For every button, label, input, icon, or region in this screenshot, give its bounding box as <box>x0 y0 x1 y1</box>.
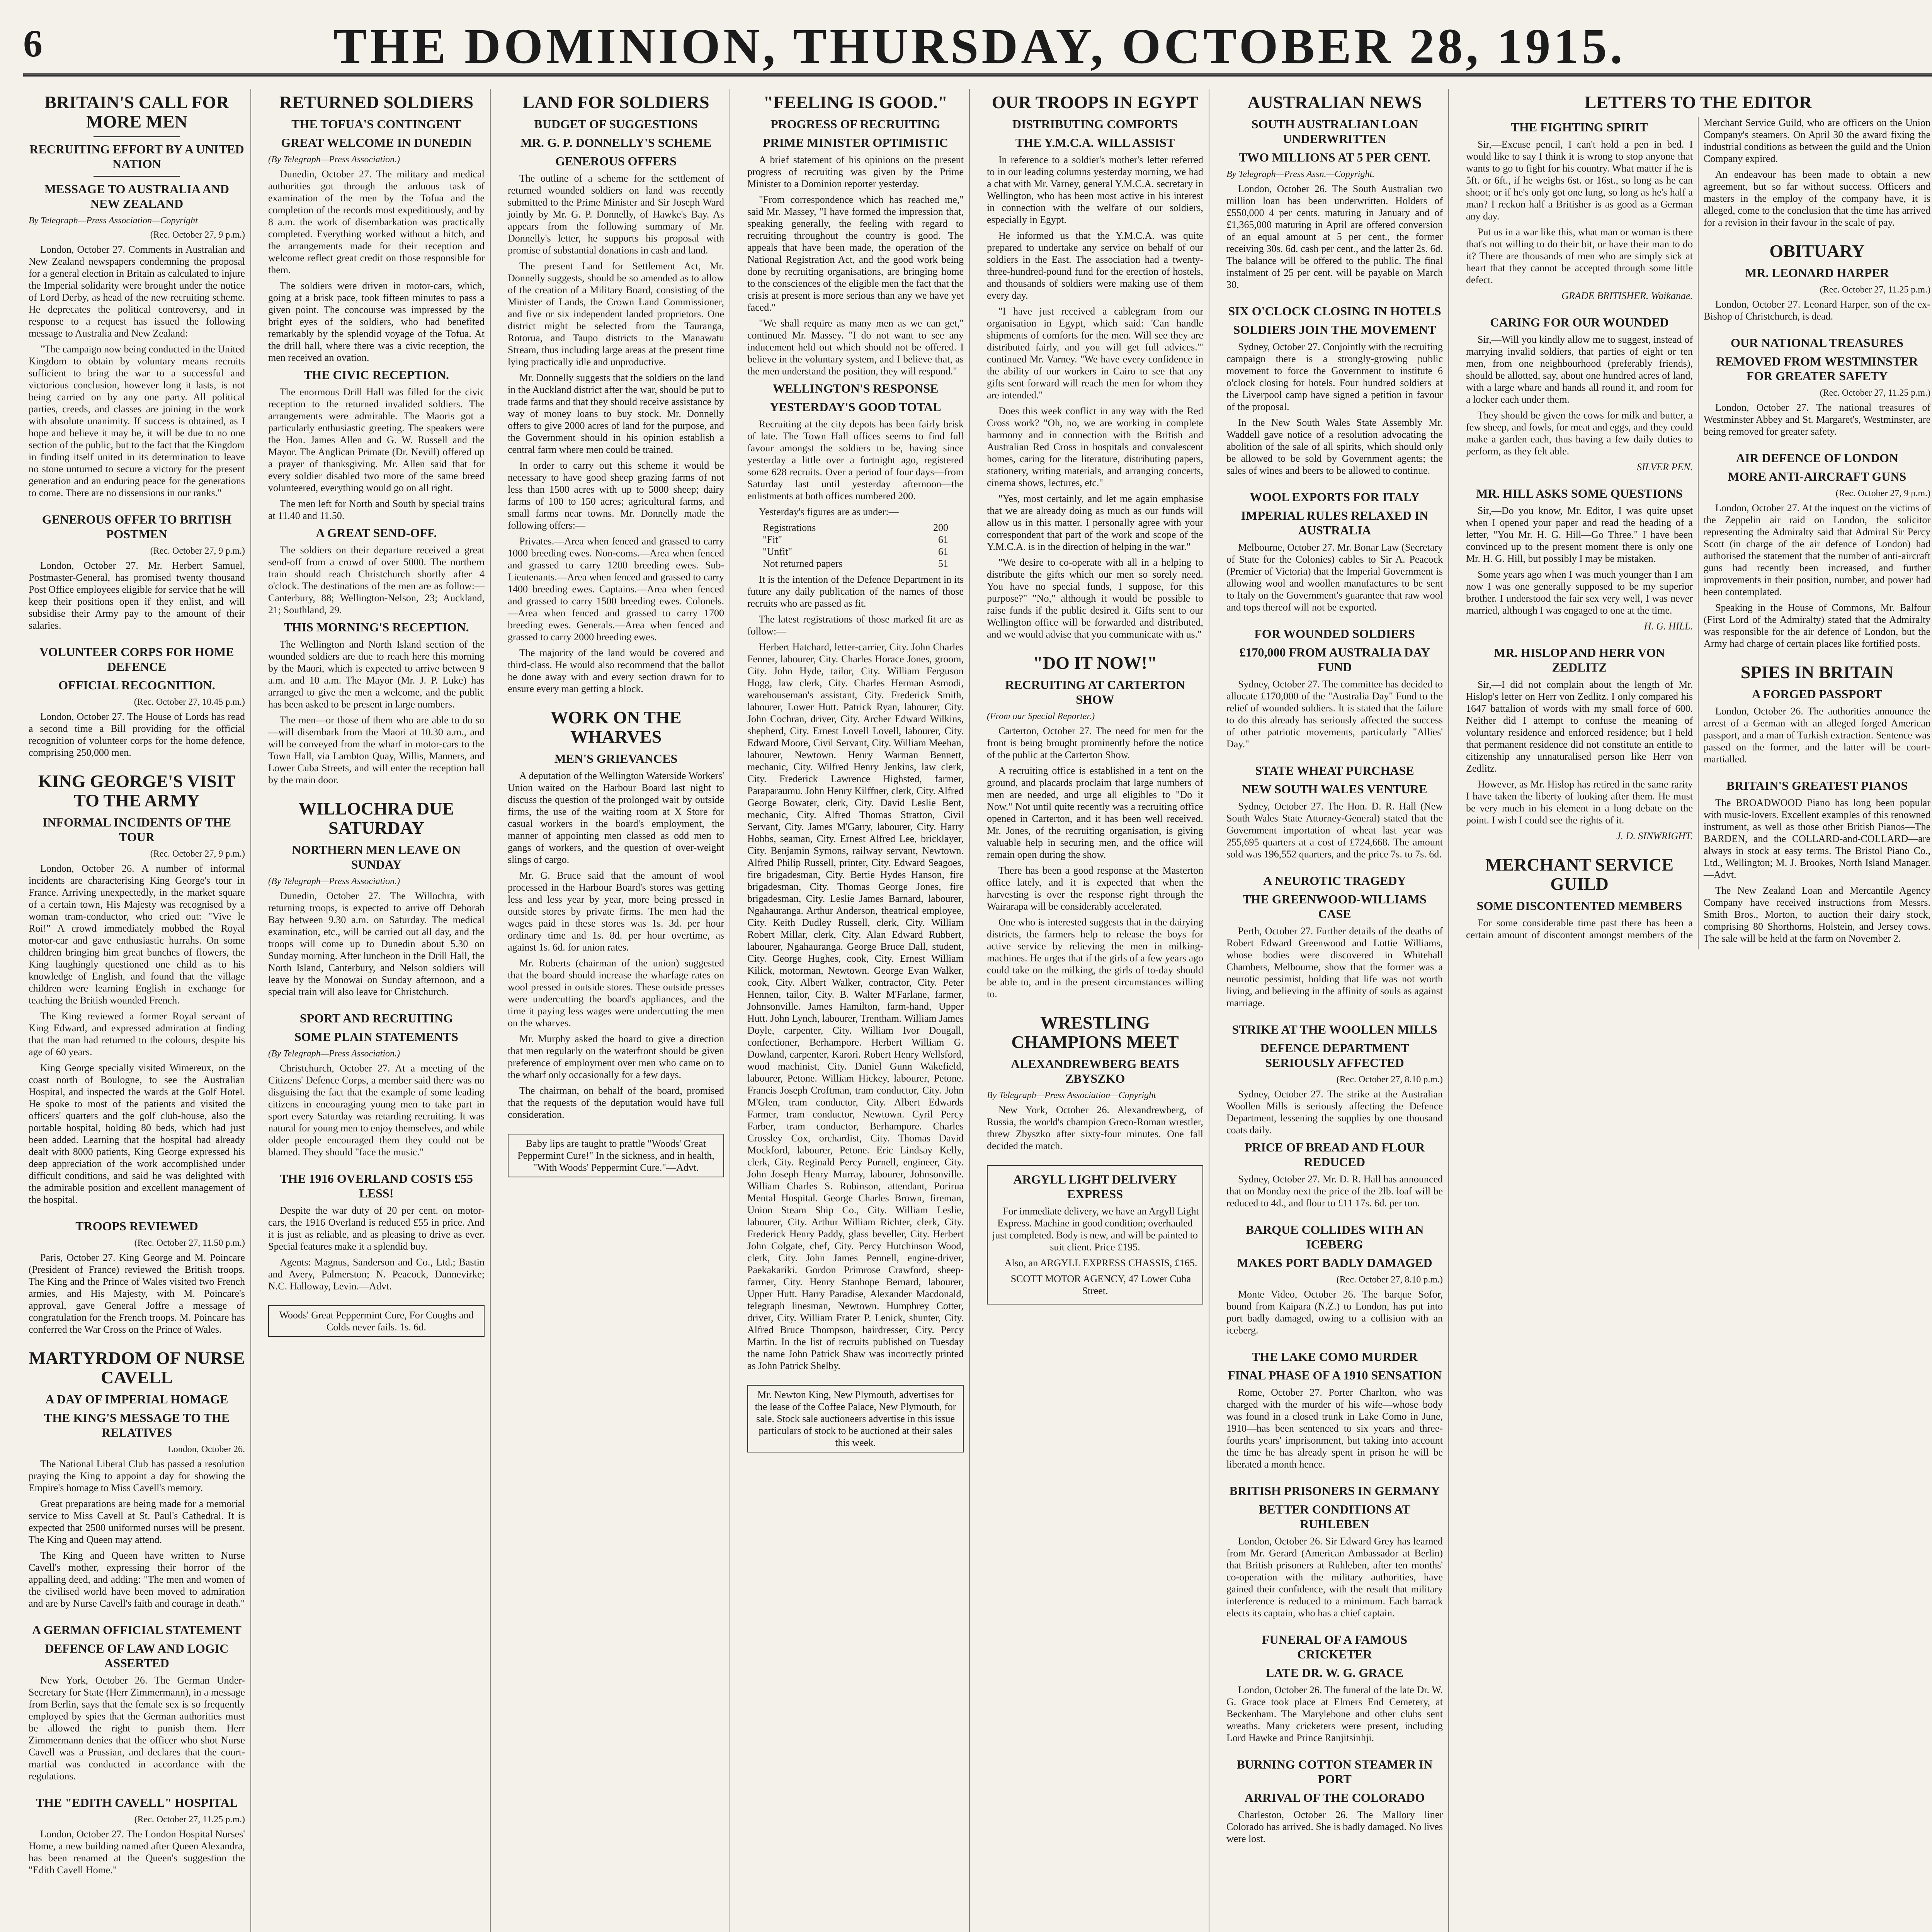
paragraph: The majority of the land would be covered and third-class. He would also recommend that the ballot be done away with and every section drawn for to ensure every man getting a block. <box>508 647 724 694</box>
dateline: (Rec. October 27, 9 p.m.) <box>150 230 245 240</box>
headline: OBITUARY <box>1769 241 1865 261</box>
dateline: (Rec. October 27, 10.45 p.m.) <box>134 697 245 707</box>
masthead <box>23 15 1932 77</box>
paragraph: Mr. Roberts (chairman of the union) suggested that the board should increase the wharfage rates on wool pressed in outside stores. These outside presses were undercutting the board's appliances, and the time it paying less wages were undercutting the men on the wharves. <box>508 957 724 1029</box>
paragraph: Sydney, October 27. The strike at the Australian Woollen Mills is seriously affecting the Defence Department, lessening the supplies by one thousand coats daily. <box>1226 1088 1443 1136</box>
letter-caring-wounded <box>1466 315 1693 473</box>
article-six-oclock <box>1226 304 1443 476</box>
paragraph: Yesterday's figures are as under:— <box>759 506 899 517</box>
subhead: GREAT WELCOME IN DUNEDIN <box>281 136 472 150</box>
article-returned-soldiers <box>268 93 485 786</box>
paragraph: There has been a good response at the Masterton office lately, and it is expected that when the harvesting is over the response right through the Wairarapa will be considerably accelerated. <box>987 865 1203 912</box>
paragraph: For immediate delivery, we have an Argyll Light Express. Machine in good condition; overhauled just completed. Body is new, and will be painted to suit client. Price £195. <box>992 1206 1199 1253</box>
subhead: A DAY OF IMPERIAL HOMAGE <box>45 1392 228 1406</box>
headline: WILLOCHRA DUE SATURDAY <box>298 799 454 838</box>
paragraph: London, October 26. The South Australian two million loan has been underwritten. Holders of £550,000 4 per cents. maturing in January and of £1,365,000 maturing in April are offered conversion of an equal amount at 5 per cent., the former receiving 30s. 6d. cash per cent., and the latter 2s. 6d. The balance will be offered to the public. The final instalment of 25 per cent. will be payable on March 30. <box>1226 183 1443 290</box>
subhead: NORTHERN MEN LEAVE ON SUNDAY <box>292 843 461 871</box>
subhead: THIS MORNING'S RECEPTION. <box>284 620 469 634</box>
article-wharves <box>508 708 724 1121</box>
byline: (By Telegraph—Press Association.) <box>268 155 400 165</box>
headline: WORK ON THE WHARVES <box>550 707 682 747</box>
article-troops-reviewed <box>29 1219 245 1335</box>
paragraph: Put us in a war like this, what man or woman is there that's not willing to do their bit, or have their man to do it? There are thousands of men who are simply sick at heart that they cannot be accepted through some little defect. <box>1466 226 1693 286</box>
subhead: BRITAIN'S GREATEST PIANOS <box>1726 779 1908 793</box>
paragraph: Sir,—I did not complain about the length of Mr. Hislop's letter on Herr von Zedlitz. I only compared his 1647 battalion of words with my small force of 600. Neither did I attempt to confuse the meaning of voluntary residence and enforced residence; but I held that permanent residence did not constitute an entitle to citizenship any unnaturalised person like Herr von Zedlitz. <box>1466 679 1693 774</box>
subhead: £170,000 FROM AUSTRALIA DAY FUND <box>1239 645 1430 674</box>
subhead: A GERMAN OFFICIAL STATEMENT <box>32 1623 242 1637</box>
paragraph: The King and Queen have written to Nurse Cavell's mother, expressing their horror of the appalling deed, and adding: "The men and women of the civilised world have been moved to admiration and are by Nurse Cavell's faith and courage in death." <box>29 1550 245 1609</box>
figures-label: Not returned papers <box>763 558 843 569</box>
subhead: MR. HILL ASKS SOME QUESTIONS <box>1476 486 1683 500</box>
subhead: MR. G. P. DONNELLY'S SCHEME <box>520 136 712 150</box>
divider <box>94 136 180 137</box>
subhead: SOME DISCONTENTED MEMBERS <box>1476 899 1682 913</box>
column-5 <box>981 89 1209 1932</box>
paragraph: Despite the war duty of 20 per cent. on motor-cars, the 1916 Overland is reduced £55 in price. And it is just as reliable, and as pleasing to drive as ever. Special features make it a splendid buy. <box>268 1205 485 1252</box>
subhead: MESSAGE TO AUSTRALIA AND NEW ZEALAND <box>44 182 230 211</box>
subhead: MR. LEONARD HARPER <box>1745 266 1889 280</box>
byline: (By Telegraph—Press Association.) <box>268 1049 400 1059</box>
paragraph: "I have just received a cablegram from our organisation in Egypt, which said: 'Can handle shipments of comforts for the men. Will see they are distributed fairly, and you will get full advices.'" continued Mr. Varney. "We have every confidence in the ability of our workers in Cairo to see that any gifts sent forward will reach the men for whom they are intended." <box>987 306 1203 401</box>
dateline: (Rec. October 27, 11.25 p.m.) <box>1820 388 1930 398</box>
headline: AUSTRALIAN NEWS <box>1247 92 1422 112</box>
paragraph: London, October 27. Comments in Australian and New Zealand newspapers condemning the proposal for a general election in Britain as calculated to injure the Imperial solidarity were brought under the notice of Lord Derby, as head of the new recruiting scheme. He deprecates the political controversy, and in response to a request has issued the following message to Australia and New Zealand: <box>29 244 245 339</box>
paragraph: London, October 27. The London Hospital Nurses' Home, a new building named after Queen Alexandra, has been renamed at the Queen's suggestion the "Edith Cavell Home." <box>29 1828 245 1876</box>
headline: "FEELING IS GOOD." <box>763 92 948 112</box>
paragraph: Sydney, October 27. The committee has decided to allocate £170,000 of the "Australia Day" Fund to the relief of wounded soldiers. It is stated that the failure to do this already has seriously affected the success of other patriotic movements, particularly "Allies' Day." <box>1226 679 1443 750</box>
subhead: THE CIVIC RECEPTION. <box>303 368 449 382</box>
paragraph: Melbourne, October 27. Mr. Bonar Law (Secretary of State for the Colonies) cables to Sir A. Peacock (Premier of Victoria) that the Imperial Government is allowing wool and woollen manufactures to be sent to Italy on the Government's guarantee that raw wool and tops thereof will not be exported. <box>1226 542 1443 613</box>
paragraph: "Yes, most certainly, and let me again emphasise that we are already doing as much as our funds will allow us in this matter. I personally agree with your correspondent that part of the work and scope of the Y.M.C.A. is in the direction of helping in the war." <box>987 493 1203 552</box>
paragraph: Christchurch, October 27. At a meeting of the Citizens' Defence Corps, a member said there was no disguising the fact that the example of some leading citizens in encouraging young men to take part in sport every Saturday was retarding recruiting. It was natural for young men to enjoy themselves, and while older people encouraged them they could not be blamed. They should "face the music." <box>268 1063 485 1158</box>
paragraph: Privates.—Area when fenced and grassed to carry 1000 breeding ewes. Non-coms.—Area when fenced and grassed to carry 1200 breeding ewes. Sub-Lieutenants.—Area when fenced and grassed to carry 1400 breeding ewes. Captains.—Area when fenced and grassed to carry 1500 breeding ewes. Colonels.—Area when fenced and grassed to carry 1700 breeding ewes. Generals.—Area when fenced and grassed to carry 2000 breeding ewes. <box>508 536 724 643</box>
paragraph: He informed us that the Y.M.C.A. was quite prepared to undertake any service on behalf of our soldiers in the East. The association had a twenty-three-hundred-pound fund for the erection of hostels, and thousands of soldiers were making use of them every day. <box>987 230 1203 301</box>
article-national-treasures <box>1704 335 1930 437</box>
subhead: FOR WOUNDED SOLDIERS <box>1254 627 1415 641</box>
paragraph: Great preparations are being made for a memorial service to Miss Cavell at St. Paul's Cathedral. It is expected that 2500 uniformed nurses will be present. The King and Queen may attend. <box>29 1498 245 1545</box>
paragraph: "We shall require as many men as we can get," continued Mr. Massey. "I do not want to see any inducement held out which should not be offered. I believe in the voluntary system, and I believe that, as the men understand the position, they will respond." <box>747 318 964 377</box>
subhead: SPORT AND RECRUITING <box>299 1011 453 1025</box>
paragraph: King George specially visited Wimereux, on the coast north of Boulogne, to see the Australian Hospital, and inspected the wards at the Golf Hotel. He spoke to most of the patients and visited the officers' quarters and the golf club-house, also the portable hospital, holding 80 beds, which had just been added. Learning that the hospital had already dealt with 8000 patients, King George expressed his deep appreciation of the work accomplished under difficult conditions, and said he was delighted with the admirable position and excellent management of the hospital. <box>29 1062 245 1205</box>
recruit-list: Herbert Hatchard, letter-carrier, City. John Charles Fenner, labourer, City. Charles Horace Jones, groom, City. John Hyde, tailor, City. William Ferguson Hogg, law clerk, City. Charles Herman Asmodi, warehouseman's assistant, City. Frederick Smith, labourer, Lower Hutt. Patrick Ryan, labourer, City. John Cochran, driver, City. Archer Edward Wilkins, shepherd, City. Ernest Lovell Lovell, labourer, City. Edward Moore, Civil Servant, City. William Meehan, labourer, Newtown. Henry Warman Bennett, mechanic, City. Wilfred Henry Jenkins, law clerk, City. Frederick Lawrence Highsted, farmer, Paraparaumu. John Henry Kilffner, clerk, City. Alfred George Bowater, clerk, City. David Leslie Bent, mechanic, City. Alfred Thomas Stratton, Civil Servant, City. James M'Garry, labourer, City. Harry Hobbs, seaman, City. Ernest Alfred Lee, bricklayer, City. Benjamin Symons, railway servant, Newtown. Alfred Philip Russell, printer, City. Edward Seagoes, fire brigadesman, City. Bertie Hydes Hanson, fire brigadesman, City. Thomas George Jones, fire brigadesman, City. Leslie James Barnard, labourer, Ngahauranga. Arthur Anderson, theatrical employee, City. Keith Dudley Russell, clerk, City. William Robert Millar, clerk, City. Alan Edward Rubbert, labourer, Ngahauranga. George Bruce Dall, student, City. George Hughes, cook, City. Ernest William Kilick, motorman, Newtown. George Evan Walker, cook, City. Albert Walker, contractor, City. Peter Hennen, tailor, City. B. Walter M'Farlane, farmer, Johnsonville. James Hamilton, farm-hand, Upper Hutt. John Lynch, labourer, Trentham. William James Doyle, carpenter, City. William Ivor Dougall, confectioner, Berhampore. Herbert William G. Dowland, carpenter, Karori. Robert Henry Wellsford, wood machinist, City. Daniel Gunn Wakefield, labourer, Petone. William Hickey, labourer, Petone. Francis Joseph Croftman, tram conductor, City. John M'Glen, tram conductor, City. Albert Edwards Farmer, tram conductor, Newtown. Cyril Percy Farber, tram conductor, Berhampore. Charles Crossley Cox, orchardist, City. Thomas David Mockford, labourer, Petone. Eric Lindsay Kelly, clerk, City. Reginald Percy Purnell, engineer, City. John Joseph Henry Murray, labourer, Johnsonville. William Charles S. Robinson, attendant, Porirua Mental Hospital. George Charles Brown, fireman, Union Steam Ship Co., City. William Leslie, labourer, City. Arthur William Richter, clerk, City. Frederick Henry Paddy, glass beveller, City. Herbert John Colgate, chef, City. Percy Hutchinson Wood, clerk, City. John James Pennell, engine-driver, Paekakariki. Gordon Primrose Crawford, sheep-farmer, City. Henry Stanhope Bernard, labourer, Upper Hutt. Harry Paradise, Alexander Macdonald, telegraph linesman, Newtown. Humphrey Cotter, driver, City. William Frater P. Lenick, shunter, City. Alfred Bruce Thompson, hairdresser, City. Percy Martin. In the list of recruits published on Tuesday the name John Patrick Shaw was incorrectly printed as John Patrick Shelby. <box>747 641 964 1371</box>
subhead: TROOPS REVIEWED <box>75 1219 198 1233</box>
paragraph: Recruiting at the city depots has been fairly brisk of late. The Town Hall offices seems to find full favour amongst the soldiers to be, having since yesterday a little over a fortnight ago, registered some 628 recruits. Over a period of four days—from Saturday last until yesterday afternoon—the enlistments at both offices numbered 200. <box>747 418 964 502</box>
article-wheat <box>1226 763 1443 860</box>
subhead: YESTERDAY'S GOOD TOTAL <box>770 400 941 414</box>
paragraph: The latest registrations of those marked fit are as follow:— <box>747 614 964 637</box>
dateline: (Rec. October 27, 11.25 p.m.) <box>134 1815 245 1825</box>
paragraph: The Wellington and North Island section of the wounded soldiers are due to reach here this morning by the Maori, which is expected to arrive between 9 a.m. and 10 a.m. The Mayor (Mr. J. P. Luke) has arranged to give the men a welcome, and the public has been asked to be present in large numbers. <box>268 639 485 710</box>
article-britains-call <box>29 93 245 499</box>
subhead: DEFENCE DEPARTMENT SERIOUSLY AFFECTED <box>1260 1041 1409 1070</box>
article-german-statement <box>29 1622 245 1782</box>
signature: SILVER PEN. <box>1637 461 1693 473</box>
column-1 <box>23 89 251 1932</box>
column-6 <box>1221 89 1449 1932</box>
paragraph: "The campaign now being conducted in the United Kingdom to obtain by voluntary means recruits sufficient to bring the war to a successful and victorious conclusion, however long it lasts, is not being carried on by any one party. All political parties, creeds, and classes are joining in the work with absolute unanimity. If success is obtained, as I hope and believe it may be, it will be due to no one section of the public, but to the fact that the Kingdom in finding itself united in its determination to leave no stone unturned to secure a victory for the present generation and an enduring peace for the generations to come. There are no dissensions in our ranks." <box>29 344 245 498</box>
article-neurotic-tragedy <box>1226 873 1443 1009</box>
paragraph: A recruiting office is established in a tent on the ground, and placards proclaim that large numbers of men are needed, and urge all eligibles to "Do it Now." Not until quite recently was a recruiting office opened in Carterton, and it has been well received. Mr. Jones, of the recruiting organisation, is giving valuable help in securing men, and the office will remain open during the show. <box>987 765 1203 860</box>
figures-label: "Unfit" <box>763 546 793 557</box>
subhead: THE KING'S MESSAGE TO THE RELATIVES <box>44 1411 230 1439</box>
subhead: THE LAKE COMO MURDER <box>1252 1350 1418 1364</box>
article-pianos <box>1704 778 1930 944</box>
article-barque <box>1226 1222 1443 1336</box>
subhead: AIR DEFENCE OF LONDON <box>1736 451 1898 465</box>
article-king-george <box>29 772 245 1206</box>
paragraph: The men left for North and South by special trains at 11.40 and 11.50. <box>268 498 485 521</box>
subhead: PROGRESS OF RECRUITING <box>770 117 940 131</box>
headline: LAND FOR SOLDIERS <box>522 92 709 112</box>
subhead: BETTER CONDITIONS AT RUHLEBEN <box>1259 1502 1411 1531</box>
paragraph: "We desire to co-operate with all in a helping to distribute the gifts which our men so sorely need. You have no special funds, I suppose, for this purpose?" "No," although it would be possible to raise funds if the public desired it. Gifts sent to our Wellington office will be forwarded and distributed, and we would advise that you communicate with us." <box>987 557 1203 640</box>
subhead: CARING FOR OUR WOUNDED <box>1490 315 1669 329</box>
letter-hislop <box>1466 645 1693 842</box>
figures-value: 51 <box>938 558 948 569</box>
subhead: VOLUNTEER CORPS FOR HOME DEFENCE <box>39 645 234 673</box>
paragraph: Agents: Magnus, Sanderson and Co., Ltd.; Bastin and Avery, Palmerston; N. Peacock, Dannevirke; N.C. Halloway, Levin.—Advt. <box>268 1257 485 1292</box>
article-wrestling <box>987 1013 1203 1152</box>
dateline: London, October 26. <box>168 1444 245 1454</box>
paragraph: The men—or those of them who are able to do so—will disembark from the Maori at 10.30 a.m., and will be conveyed from the wharf in motor-cars to the Town Hall, via Lambton Quay, Willis, Manners, and Lower Cuba Streets, and will enter the reception hall by the main door. <box>268 714 485 786</box>
dateline: (Rec. October 27, 9 p.m.) <box>1835 488 1930 498</box>
paragraph: The outline of a scheme for the settlement of returned wounded soldiers on land was recently submitted to the Prime Minister and Sir Joseph Ward jointly by Mr. G. P. Donnelly, of Hawke's Bay. As appears from the following summary of Mr. Donnelly's letter, he supports his proposal with promise of substantial donations in cash and land. <box>508 173 724 256</box>
paragraph: London, October 27. Leonard Harper, son of the ex-Bishop of Christchurch, is dead. <box>1704 299 1930 322</box>
article-wool-exports <box>1226 490 1443 613</box>
paragraph: The King reviewed a former Royal servant of King Edward, and expressed admiration at finding that the man had returned to the colours, despite his age of 60 years. <box>29 1010 245 1058</box>
paragraph: Monte Video, October 26. The barque Sofor, bound from Kaipara (N.Z.) to London, has put into port badly damaged, owing to a collision with an iceberg. <box>1226 1289 1443 1336</box>
paragraph: London, October 27. Mr. Herbert Samuel, Postmaster-General, has promised twenty thousand Post Office employees eligible for service that he will keep their positions open if they enlist, and will subsidise their Army pay to the amount of their salaries. <box>29 560 245 631</box>
subhead: A FORGED PASSPORT <box>1752 687 1883 701</box>
figures-row <box>763 546 948 558</box>
paragraph: Sir,—Excuse pencil, I can't hold a pen in bed. I would like to say I think it is wrong to stop anyone that wants to go to fight for his country. What matter if he is 5ft. or 6ft., if he weighs 6st. or 16st., so long as he can shoot; or if he's only got one lung, so long as he's half a man? I reckon half a Britisher is as good as a German any day. <box>1466 139 1693 222</box>
subhead: IMPERIAL RULES RELAXED IN AUSTRALIA <box>1241 509 1429 537</box>
paragraph: Mr. Murphy asked the board to give a direction that men regularly on the waterfront should be given preference of employment over men who came on to the wharf only occasionally for a few days. <box>508 1033 724 1080</box>
paragraph: A deputation of the Wellington Waterside Workers' Union waited on the Harbour Board last night to discuss the question of the prolonged wait by outside firms, the use of the waiting room at X Store for casual workers in the board's employment, the manner of appointing men classed as odd men to gangs of workers, and the question of over-weight slings of cargo. <box>508 770 724 865</box>
paragraph: Sir,—Do you know, Mr. Editor, I was quite upset when I opened your paper and read the heading of a letter, "You Mr. H. G. Hill—Go Three." I have been convinced up to the present moment there is only one Mr. H. G. Hill, but possibly I may be mistaken. <box>1466 505 1693 564</box>
headline: MARTYRDOM OF NURSE CAVELL <box>29 1348 245 1387</box>
paragraph: Some years ago when I was much younger than I am now I was one generally supposed to be my superior brother. I understood the fair sex very well, I was never married, although I was engaged to one at the time. <box>1466 569 1693 616</box>
byline: (By Telegraph—Press Association.) <box>268 876 400 886</box>
paragraph: For some considerable time past there has been a certain amount of discontent amongst members of the Merchant Service Guild, who are officers on the Union Company's steamers. On April 30 the award fixing the industrial conditions as between the guild and the Union Company expired. <box>1466 117 1930 940</box>
subhead: THE "EDITH CAVELL" HOSPITAL <box>36 1796 238 1810</box>
paragraph: Does this week conflict in any way with the Red Cross work? "Oh, no, we are working in complete harmony and in connection with the British and Australian Red Cross in hospitals and convalescent homes, caring for the literature, distributing papers, stationery, writing materials, and arranging concerts, cinema shows, lectures, etc." <box>987 405 1203 488</box>
paragraph: One who is interested suggests that in the dairying districts, the farmers help to release the boys for active service by relieving the men in milking-machines. He urges that if the girls of a few years ago could take on the milking, the girls of to-day should be able to, and in the present circumstances willing to. <box>987 917 1203 1000</box>
article-prisoners <box>1226 1483 1443 1619</box>
paragraph: It is the intention of the Defence Department in its future any daily publication of the names of those recruits who are passed as fit. <box>747 574 964 609</box>
article-willochra <box>268 799 485 998</box>
paragraph: In the New South Wales State Assembly Mr. Waddell gave notice of a resolution advocating the abolition of the sale of all spirits, which should only be allowed to be sold by Government agents; the sales of wines and beers to be allowed to continue. <box>1226 417 1443 476</box>
page-number: 6 <box>23 22 43 65</box>
headline: WRESTLING CHAMPIONS MEET <box>1011 1013 1179 1052</box>
article-overland <box>268 1171 485 1292</box>
paragraph: Sydney, October 27. The Hon. D. R. Hall (New South Wales State Attorney-General) stated that the Government importation of wheat last year was 255,695 quarters at a cost of £724,668. The amount sold was 196,552 quarters, and the price 7s. to 7s. 6d. <box>1226 801 1443 860</box>
headline: OUR TROOPS IN EGYPT <box>992 92 1199 112</box>
paragraph: Mr. G. Bruce said that the amount of wool processed in the Harbour Board's stores was getting less and less year by year, more being pressed in outside stores by private firms. The men had the wages paid in these stores was 1s. 3d. per hour ordinary time and 1s. 8d. per hour overtime, as against 1s. 6d. for union rates. <box>508 870 724 953</box>
paragraph: Perth, October 27. Further details of the deaths of Robert Edward Greenwood and Lottie Williams, whose bodies were discovered in Whitehall Chambers, Melbourne, show that the former was a neurotic pessimist, holding that life was not worth living, and believing in the affinity of souls as against marriage. <box>1226 925 1443 1009</box>
figures-value: 200 <box>933 522 948 533</box>
advertisement: Woods' Great Peppermint Cure, For Coughs and Colds never fails. 1s. 6d. <box>268 1305 485 1337</box>
byline: By Telegraph—Press Assn.—Copyright. <box>1226 169 1375 179</box>
paragraph: The enormous Drill Hall was filled for the civic reception to the returned invalided soldiers. The arrangements were admirable. The Maoris got a particularly enthusiastic greeting. The speakers were the Hon. James Allen and G. W. Russell and the Mayor. The Anglican Primate (Dr. Nevill) offered up a prayer of thanksgiving. Mr. Allen said that for every soldier disabled two more of the same breed volunteered, everything would go on all right. <box>268 386 485 493</box>
article-nurse-cavell <box>29 1349 245 1609</box>
subhead: BARQUE COLLIDES WITH AN ICEBERG <box>1245 1223 1424 1251</box>
paragraph: In reference to a soldier's mother's letter referred to in our leading columns yesterday morning, we had a chat with Mr. Varney, general Y.M.C.A. secretary in Wellington, who has been most active in his interest in connection with the welfare of our soldiers, especially in Egypt. <box>987 154 1203 225</box>
article-sport-recruiting <box>268 1011 485 1158</box>
letter-fighting-spirit <box>1466 120 1693 302</box>
article-woollen-mills <box>1226 1022 1443 1209</box>
columns-container <box>23 89 1932 1932</box>
article-do-it-now <box>987 653 1203 1000</box>
paragraph: Sir,—Will you kindly allow me to suggest, instead of marrying invalid soldiers, that parties of eight or ten men, from one neighbourhood (preferably friends), should be allotted, say, about one hundred acres of land, with a large whare and hands all round it, and room for a locker each under them. <box>1466 334 1693 405</box>
paragraph: London, October 26. A number of informal incidents are characterising King George's tour in France. Arriving unexpectedly, in the market square of a certain town, His Majesty was recognised by a woman tram-conductor, who cried out: "Vive le Roi!" A crowd immediately mobbed the Royal motor-car and gave enthusiastic hurrahs. On some children bringing him great bunches of flowers, the King laughingly questioned one child as to his knowledge of English, and found that the village children were learning English in exchange for teaching the British wounded French. <box>29 863 245 1006</box>
headline: SPIES IN BRITAIN <box>1740 662 1894 682</box>
article-sa-loan <box>1226 117 1443 291</box>
paragraph: Rome, October 27. Porter Charlton, who was charged with the murder of his wife—whose body was found in a closed trunk in Lake Como in June, 1910—has been sentenced to six years and three-fourths years' imprisonment, but taking into account the time he has already spent in prison he will be liberated a month hence. <box>1226 1387 1443 1470</box>
column-7 <box>1461 89 1932 1932</box>
signature: J. D. SINWRIGHT. <box>1616 830 1693 842</box>
paragraph: The present Land for Settlement Act, Mr. Donnelly suggests, should be so amended as to allow of the creation of a Military Board, consisting of the Minister of Lands, the Crown Land Commissioner, and five or six independent landed proprietors. One district might be selected from the Tauranga, Rotorua, and Taupo districts to the Manawatu Stream, thus including large areas at the present time lying practically idle and unproductive. <box>508 260 724 367</box>
paragraph: SCOTT MOTOR AGENCY, 47 Lower Cuba Street. <box>1010 1273 1191 1296</box>
subhead: THE TOFUA'S CONTINGENT <box>291 117 461 131</box>
subhead: PRICE OF BREAD AND FLOUR REDUCED <box>1244 1140 1425 1169</box>
figures-row <box>763 558 948 570</box>
paragraph: The chairman, on behalf of the board, promised that the requests of the deputation would have full consideration. <box>508 1085 724 1120</box>
subhead: MR. HISLOP AND HERR VON ZEDLITZ <box>1494 646 1665 674</box>
subhead: GENEROUS OFFER TO BRITISH POSTMEN <box>42 512 232 541</box>
dateline: (Rec. October 27, 11.50 p.m.) <box>134 1238 245 1248</box>
subhead: WOOL EXPORTS FOR ITALY <box>1250 490 1420 504</box>
letters-and-news <box>1466 117 1930 949</box>
article-spies <box>1704 663 1930 765</box>
signature: H. G. HILL. <box>1644 621 1693 632</box>
subhead: SIX O'CLOCK CLOSING IN HOTELS <box>1228 304 1441 318</box>
article-feeling-is-good <box>747 93 964 1372</box>
dateline: (Rec. October 27, 9 p.m.) <box>150 546 245 556</box>
paragraph: Speaking in the House of Commons, Mr. Balfour (First Lord of the Admiralty) stated that the Admiralty was responsible for the air defence of London, but the Army had charge of certain places like fortified posts. <box>1704 602 1930 649</box>
subhead: THE Y.M.C.A. WILL ASSIST <box>1015 136 1175 150</box>
paragraph: Mr. Donnelly suggests that the soldiers on the land in the Auckland district after the war, should be put to trade farms and that they should receive assistance by way of money loans to buy stock. Mr. Donnelly offers to give 2000 acres of land for the purpose, and the Government should in his opinion establish a central farm where men could be trained. <box>508 372 724 455</box>
subhead: OFFICIAL RECOGNITION. <box>58 678 215 692</box>
advertisement-argyll <box>987 1165 1203 1304</box>
dateline: (Rec. October 27, 11.25 p.m.) <box>1820 285 1930 295</box>
figures-value: 61 <box>938 534 948 545</box>
subhead: REMOVED FROM WESTMINSTER FOR GREATER SAFETY <box>1716 354 1918 383</box>
figures-row <box>763 522 948 534</box>
paragraph: They should be given the cows for milk and butter, a few sheep, and fowls, for meat and eggs, and they could make a garden each, thus having a few daily duties to perform, as they felt able. <box>1466 410 1693 457</box>
subhead: THE GREENWOOD-WILLIAMS CASE <box>1243 892 1427 921</box>
article-troops-in-egypt <box>987 93 1203 640</box>
figures-row <box>763 534 948 546</box>
byline: By Telegraph—Press Association—Copyright <box>987 1090 1156 1100</box>
article-cotton-steamer <box>1226 1757 1443 1845</box>
paragraph: The soldiers were driven in motor-cars, which, going at a brisk pace, took fifteen minutes to pass a given point. The concourse was impressed by the bright eyes of the soldiers, who had benefited remarkably by the splendid voyage of the Tofua. At the drill hall, where there was a civic reception, the men received an ovation. <box>268 280 485 363</box>
column-2 <box>263 89 491 1932</box>
paragraph: London, October 26. Sir Edward Grey has learned from Mr. Gerard (American Ambassador at Berlin) that British prisoners at Ruhleben, after ten months' co-operation with the military authorities, have gained their confidence, with the result that military interference is reduced to a minimum. Each barrack elects its captain, who has a chief captain. <box>1226 1536 1443 1619</box>
article-land-for-soldiers <box>508 93 724 695</box>
article-air-defence <box>1704 451 1930 650</box>
subhead: BRITISH PRISONERS IN GERMANY <box>1229 1484 1440 1498</box>
paragraph: Sydney, October 27. Mr. D. R. Hall has announced that on Monday next the price of the 2lb. loaf will be reduced to 4d., and flour to £11 17s. 6d. per ton. <box>1226 1173 1443 1209</box>
column-3 <box>502 89 730 1932</box>
article-wounded-fund <box>1226 626 1443 750</box>
subhead: BURNING COTTON STEAMER IN PORT <box>1236 1757 1433 1786</box>
subhead: NEW SOUTH WALES VENTURE <box>1242 782 1427 796</box>
paragraph: Charleston, October 26. The Mallory liner Colorado has arrived. She is badly damaged. No lives were lost. <box>1226 1809 1443 1844</box>
subhead: THE 1916 OVERLAND COSTS £55 LESS! <box>280 1172 473 1200</box>
article-lake-como <box>1226 1349 1443 1470</box>
article-postmen <box>29 512 245 631</box>
paragraph: London, October 26. The funeral of the late Dr. W. G. Grace took place at Elmers End Cemetery, at Beckenham. The Marylebone and other clubs sent wreaths. Many cricketers were present, including Lord Hawke and Prince Ranjitsinhji. <box>1226 1684 1443 1743</box>
subhead: LATE DR. W. G. GRACE <box>1266 1666 1403 1680</box>
subhead: STATE WHEAT PURCHASE <box>1255 764 1414 777</box>
subhead: THE FIGHTING SPIRIT <box>1511 120 1648 134</box>
headline: LETTERS TO THE EDITOR <box>1584 92 1812 112</box>
headline: KING GEORGE'S VISIT TO THE ARMY <box>38 771 236 810</box>
headline: "DO IT NOW!" <box>1033 653 1157 673</box>
paragraph: New York, October 26. Alexandrewberg, of Russia, the world's champion Greco-Roman wrestler, threw Zbyszko after sixty-four minutes. One fall decided the match. <box>987 1104 1203 1151</box>
subhead: GENEROUS OFFERS <box>555 154 677 168</box>
figures-label: "Fit" <box>763 534 782 545</box>
byline: (From our Special Reporter.) <box>987 711 1095 721</box>
paragraph: However, as Mr. Hislop has retired in the same rarity I have taken the liberty of looking after them. He must be very much in his element in a long debate on the point. I wish I could see the rights of it. <box>1466 779 1693 826</box>
subhead: ALEXANDREWBERG BEATS ZBYSZKO <box>1011 1057 1179 1085</box>
dateline: (Rec. October 27, 8.10 p.m.) <box>1336 1075 1443 1085</box>
subhead: DEFENCE OF LAW AND LOGIC ASSERTED <box>45 1641 229 1670</box>
paragraph: London, October 27. At the inquest on the victims of the Zeppelin air raid on London, the solicitor representing the Admiralty said that Admiral Sir Percy Scott (in charge of the air defence of London) had authorised the statement that the number of anti-aircraft guns had recently been increased, and further improvements in their position, number, and power had been contemplated. <box>1704 502 1930 597</box>
headline: MERCHANT SERVICE GUILD <box>1485 855 1673 894</box>
divider <box>94 176 180 177</box>
column-4 <box>742 89 970 1932</box>
subhead: ARRIVAL OF THE COLORADO <box>1244 1791 1425 1804</box>
subhead: MAKES PORT BADLY DAMAGED <box>1237 1256 1432 1270</box>
subhead: OUR NATIONAL TREASURES <box>1731 336 1903 350</box>
subhead: MEN'S GRIEVANCES <box>554 752 678 765</box>
paragraph: The BROADWOOD Piano has long been popular with music-lovers. Excellent examples of this renowned instrument, as well as those other British Pianos—The BARDEN, and the COLLARD-and-COLLARD—are always in stock at easy terms. The Bristol Piano Co., Ltd., Wellington; M. J. Brookes, North Island Manager.—Advt. <box>1704 797 1930 880</box>
dateline: (Rec. October 27, 9 p.m.) <box>150 849 245 859</box>
article-cavell-hospital <box>29 1795 245 1876</box>
paragraph: Dunedin, October 27. The military and medical authorities got through the arduous task of examination of the men by the Tofua and the completion of the records most expeditiously, and by 8 a.m. the work of disembarkation was practically completed. Everything worked without a hitch, and the arrangements made for their reception and welcome reflect great credit on those responsible for them. <box>268 168 485 276</box>
subhead: ARGYLL LIGHT DELIVERY EXPRESS <box>1013 1172 1177 1201</box>
paragraph: A brief statement of his opinions on the present progress of recruiting was given by the Prime Minister to a Dominion reporter yesterday. <box>747 154 964 189</box>
subhead: BUDGET OF SUGGESTIONS <box>534 117 698 131</box>
subhead: FINAL PHASE OF A 1910 SENSATION <box>1228 1368 1442 1382</box>
paragraph: Paris, October 27. King George and M. Poincare (President of France) reviewed the British troops. The King and the Prince of Wales visited two French armies, and His Majesty, with M. Poincare's approval, gave General Joffre a message of congratulation for the French troops. M. Poincare has conferred the War Cross on the Prince of Wales. <box>29 1252 245 1335</box>
subhead: INFORMAL INCIDENTS OF THE TOUR <box>42 815 231 844</box>
subhead: FUNERAL OF A FAMOUS CRICKETER <box>1262 1633 1407 1661</box>
paragraph: An endeavour has been made to obtain a new agreement, but so far without success. Officers and masters in the employ of the company have, it is alleged, come to the conclusion that the time has arrived for a revision in their favour in the scale of pay. <box>1704 169 1930 228</box>
subhead: SOUTH AUSTRALIAN LOAN UNDERWRITTEN <box>1251 117 1418 146</box>
subhead: MORE ANTI-AIRCRAFT GUNS <box>1728 469 1906 483</box>
paragraph: Carterton, October 27. The need for men for the front is being brought prominently before the notice of the public at the Carterton Show. <box>987 725 1203 760</box>
subhead: SOLDIERS JOIN THE MOVEMENT <box>1233 323 1436 337</box>
letter-mr-hill <box>1466 486 1693 632</box>
paragraph: The soldiers on their departure received a great send-off from a crowd of over 5000. The northern train should reach Christchurch shortly after 4 o'clock. The destinations of the men are as follow:—Canterbury, 88; Wellington-Nelson, 23; Auckland, 21; Southland, 29. <box>268 544 485 616</box>
paragraph: Also, an ARGYLL EXPRESS CHASSIS, £165. <box>1004 1257 1197 1269</box>
headline: BRITAIN'S CALL FOR MORE MEN <box>44 92 229 131</box>
article-obituary <box>1704 242 1930 322</box>
subhead: RECRUITING AT CARTERTON SHOW <box>1005 678 1185 706</box>
paragraph: The New Zealand Loan and Mercantile Agency Company have received instructions from Messrs. Smith Bros., Morton, to auction their dairy stock, comprising 80 Shorthorns, Holstein, and Jersey cows. The sale will be held at the farm on November 2. <box>1704 885 1930 944</box>
paragraph: "From correspondence which has reached me," said Mr. Massey, "I have formed the impression that, speaking generally, the feeling with regard to recruiting throughout the country is good. The appeals that have been made, the operation of the National Registration Act, and the good work being done by recruiting organisations, are bringing home to the consciences of the eligible men the fact that the crisis at present is more serious than any we have yet faced." <box>747 194 964 313</box>
paragraph: London, October 27. The House of Lords has read a second time a Bill providing for the official recognition of volunteer corps for the home defence, comprising 250,000 men. <box>29 711 245 758</box>
article-cricketer <box>1226 1632 1443 1744</box>
subhead: DISTRIBUTING COMFORTS <box>1012 117 1178 131</box>
headline: RETURNED SOLDIERS <box>279 92 474 112</box>
figures-value: 61 <box>938 546 948 557</box>
subhead: STRIKE AT THE WOOLLEN MILLS <box>1232 1022 1437 1036</box>
subhead: A GREAT SEND-OFF. <box>316 526 437 540</box>
article-volunteer-corps <box>29 645 245 759</box>
paragraph: The National Liberal Club has passed a resolution praying the King to appoint a day for showing the Empire's homage to Miss Cavell's memory. <box>29 1458 245 1493</box>
subhead: SOME PLAIN STATEMENTS <box>294 1030 458 1044</box>
dateline: (Rec. October 27, 8.10 p.m.) <box>1336 1275 1443 1285</box>
subhead: PRIME MINISTER OPTIMISTIC <box>762 136 949 150</box>
subhead: TWO MILLIONS AT 5 PER CENT. <box>1238 150 1431 164</box>
advertisement: Baby lips are taught to prattle "Woods' Great Peppermint Cure!" In the sickness, and in health, "With Woods' Peppermint Cure."—Advt. <box>508 1134 724 1177</box>
paragraph: New York, October 26. The German Under-Secretary for State (Herr Zimmermann), in a message from Berlin, says that the female sex is so frequently employed by spies that the German authorities must be allowed the right to punish them. Herr Zimmermann denies that the officer who shot Nurse Cavell was a Prussian, and declares that the court-martial was conducted in accordance with the regulations. <box>29 1675 245 1782</box>
paragraph: Dunedin, October 27. The Willochra, with returning troops, is expected to arrive off Deborah Bay between 9.30 a.m. on Saturday. The medical examination, etc., will be carried out all day, and the troops will come up to Dunedin about 5.30 on Sunday morning. After luncheon in the Drill Hall, the North Island, Canterbury, and Nelson soldiers will leave by the Monowai on Sunday afternoon, and a special train will also leave for Christchurch. <box>268 890 485 997</box>
newspaper-title: THE DOMINION, THURSDAY, OCTOBER 28, 1915. <box>333 19 1626 74</box>
paragraph: London, October 27. The national treasures of Westminster Abbey and St. Margaret's, Westminster, are being removed for greater safety. <box>1704 402 1930 437</box>
paragraph: London, October 26. The authorities announce the arrest of a German with an alleged forged American passport, and a man of Turkish extraction. Sentence was passed on the former, and the latter will be court-martialled. <box>1704 706 1930 765</box>
signature: GRADE BRITISHER. Waikanae. <box>1561 290 1693 301</box>
byline: By Telegraph—Press Association—Copyright <box>29 216 198 226</box>
figures-table <box>763 522 948 570</box>
paragraph: Sydney, October 27. Conjointly with the recruiting campaign there is a strongly-growing public movement to force the Government to institute 6 o'clock closing for hotels. Four hundred soldiers at the Liverpool camp have signed a petition in favour of the proposal. <box>1226 341 1443 412</box>
paragraph: In order to carry out this scheme it would be necessary to have good sheep grazing farms of not less than 1500 acres with up to 5000 sheep; dairy farms of 100 to 150 acres; agricultural farms, and small farms near towns. Mr. Donnelly made the following offers:— <box>508 460 724 531</box>
advertisement: Mr. Newton King, New Plymouth, advertises for the lease of the Coffee Palace, New Plymouth, for sale. Stock sale auctioneers advertise in this issue particulars of stock to be auctioned at their sales this week. <box>747 1385 964 1452</box>
subhead: A NEUROTIC TRAGEDY <box>1263 874 1406 888</box>
subhead: RECRUITING EFFORT BY A UNITED NATION <box>29 142 244 171</box>
figures-label: Registrations <box>763 522 816 533</box>
subhead: WELLINGTON'S RESPONSE <box>772 381 939 395</box>
